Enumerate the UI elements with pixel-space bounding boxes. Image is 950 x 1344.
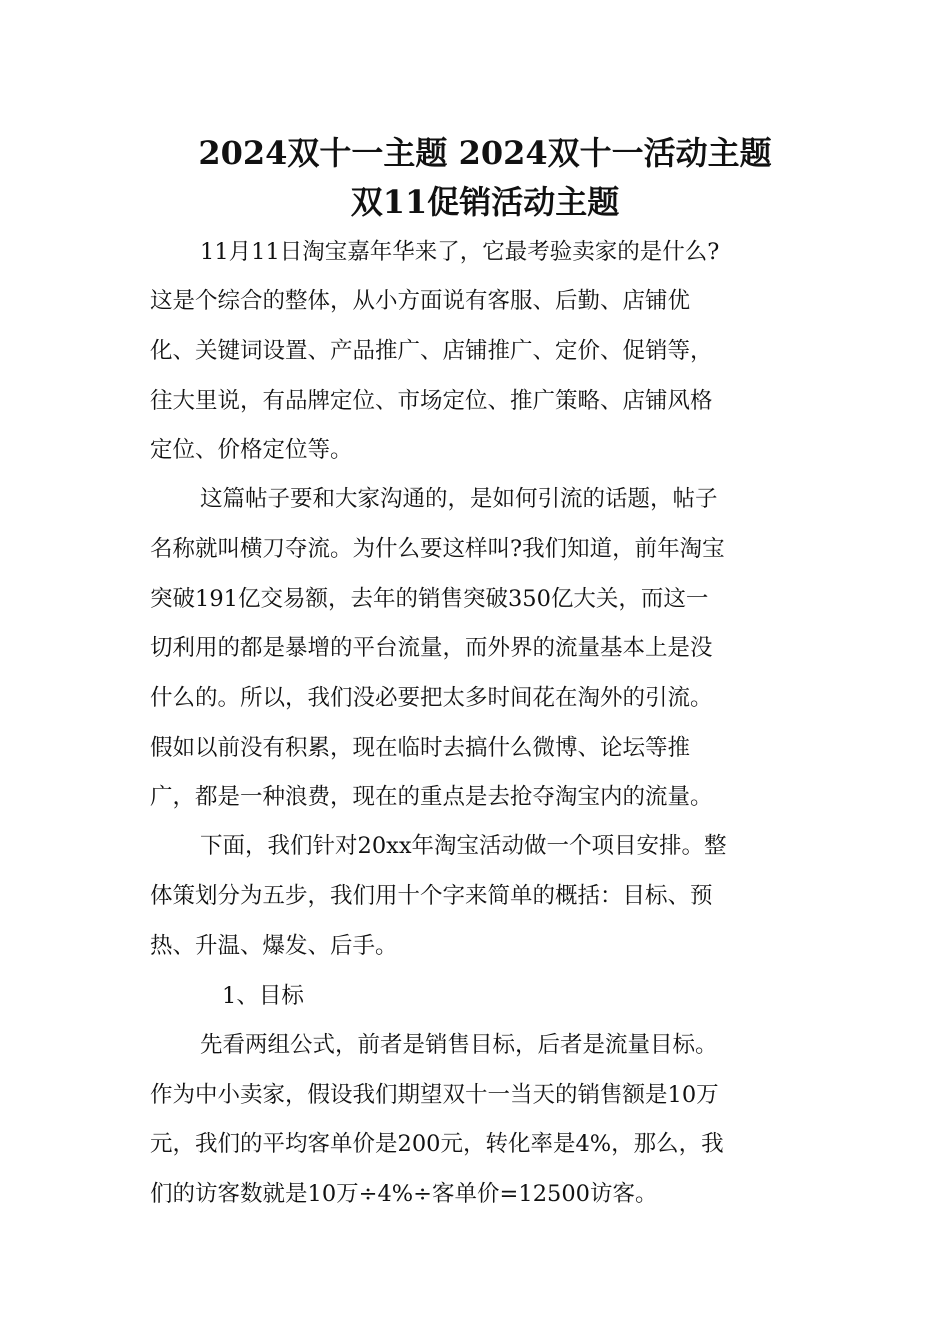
paragraph-4-line-4: 们的访客数就是10万÷4%÷客单价=12500访客。	[150, 1181, 658, 1207]
paragraph-1-line-3: 化、关键词设置、产品推广、店铺推广、定价、促销等，	[150, 338, 713, 364]
paragraph-1-line-4: 往大里说，有品牌定位、市场定位、推广策略、店铺风格	[150, 388, 713, 414]
paragraph-2-line-6: 假如以前没有积累，现在临时去搞什么微博、论坛等推	[150, 735, 691, 761]
paragraph-3-line-2: 体策划分为五步，我们用十个字来简单的概括：目标、预	[150, 883, 713, 909]
paragraph-2-line-4: 切利用的都是暴增的平台流量，而外界的流量基本上是没	[150, 635, 713, 661]
paragraph-2-line-2: 名称就叫横刀夺流。为什么要这样叫?我们知道，前年淘宝	[150, 536, 725, 562]
paragraph-2-line-1: 这篇帖子要和大家沟通的，是如何引流的话题，帖子	[200, 486, 718, 512]
paragraph-1-line-1: 11月11日淘宝嘉年华来了，它最考验卖家的是什么?	[200, 239, 720, 265]
paragraph-2-line-5: 什么的。所以，我们没必要把太多时间花在淘外的引流。	[150, 685, 713, 711]
paragraph-4-line-2: 作为中小卖家，假设我们期望双十一当天的销售额是10万	[150, 1082, 719, 1108]
paragraph-4-line-1: 先看两组公式，前者是销售目标，后者是流量目标。	[200, 1032, 718, 1058]
document-title-line-1: 2024双十一主题 2024双十一活动主题	[198, 134, 772, 172]
document-title-line-2: 双11促销活动主题	[350, 183, 620, 221]
paragraph-2-line-3: 突破191亿交易额，去年的销售突破350亿大关，而这一	[150, 586, 709, 612]
section-1-heading: 1、目标	[222, 983, 304, 1009]
paragraph-3-line-3: 热、升温、爆发、后手。	[150, 933, 398, 959]
paragraph-4-line-3: 元，我们的平均客单价是200元，转化率是4%，那么，我	[150, 1131, 724, 1157]
paragraph-1-line-5: 定位、价格定位等。	[150, 437, 353, 463]
paragraph-2-line-7: 广，都是一种浪费，现在的重点是去抢夺淘宝内的流量。	[150, 784, 713, 810]
paragraph-1-line-2: 这是个综合的整体，从小方面说有客服、后勤、店铺优	[150, 288, 691, 314]
paragraph-3-line-1: 下面，我们针对20xx年淘宝活动做一个项目安排。整	[200, 833, 727, 859]
